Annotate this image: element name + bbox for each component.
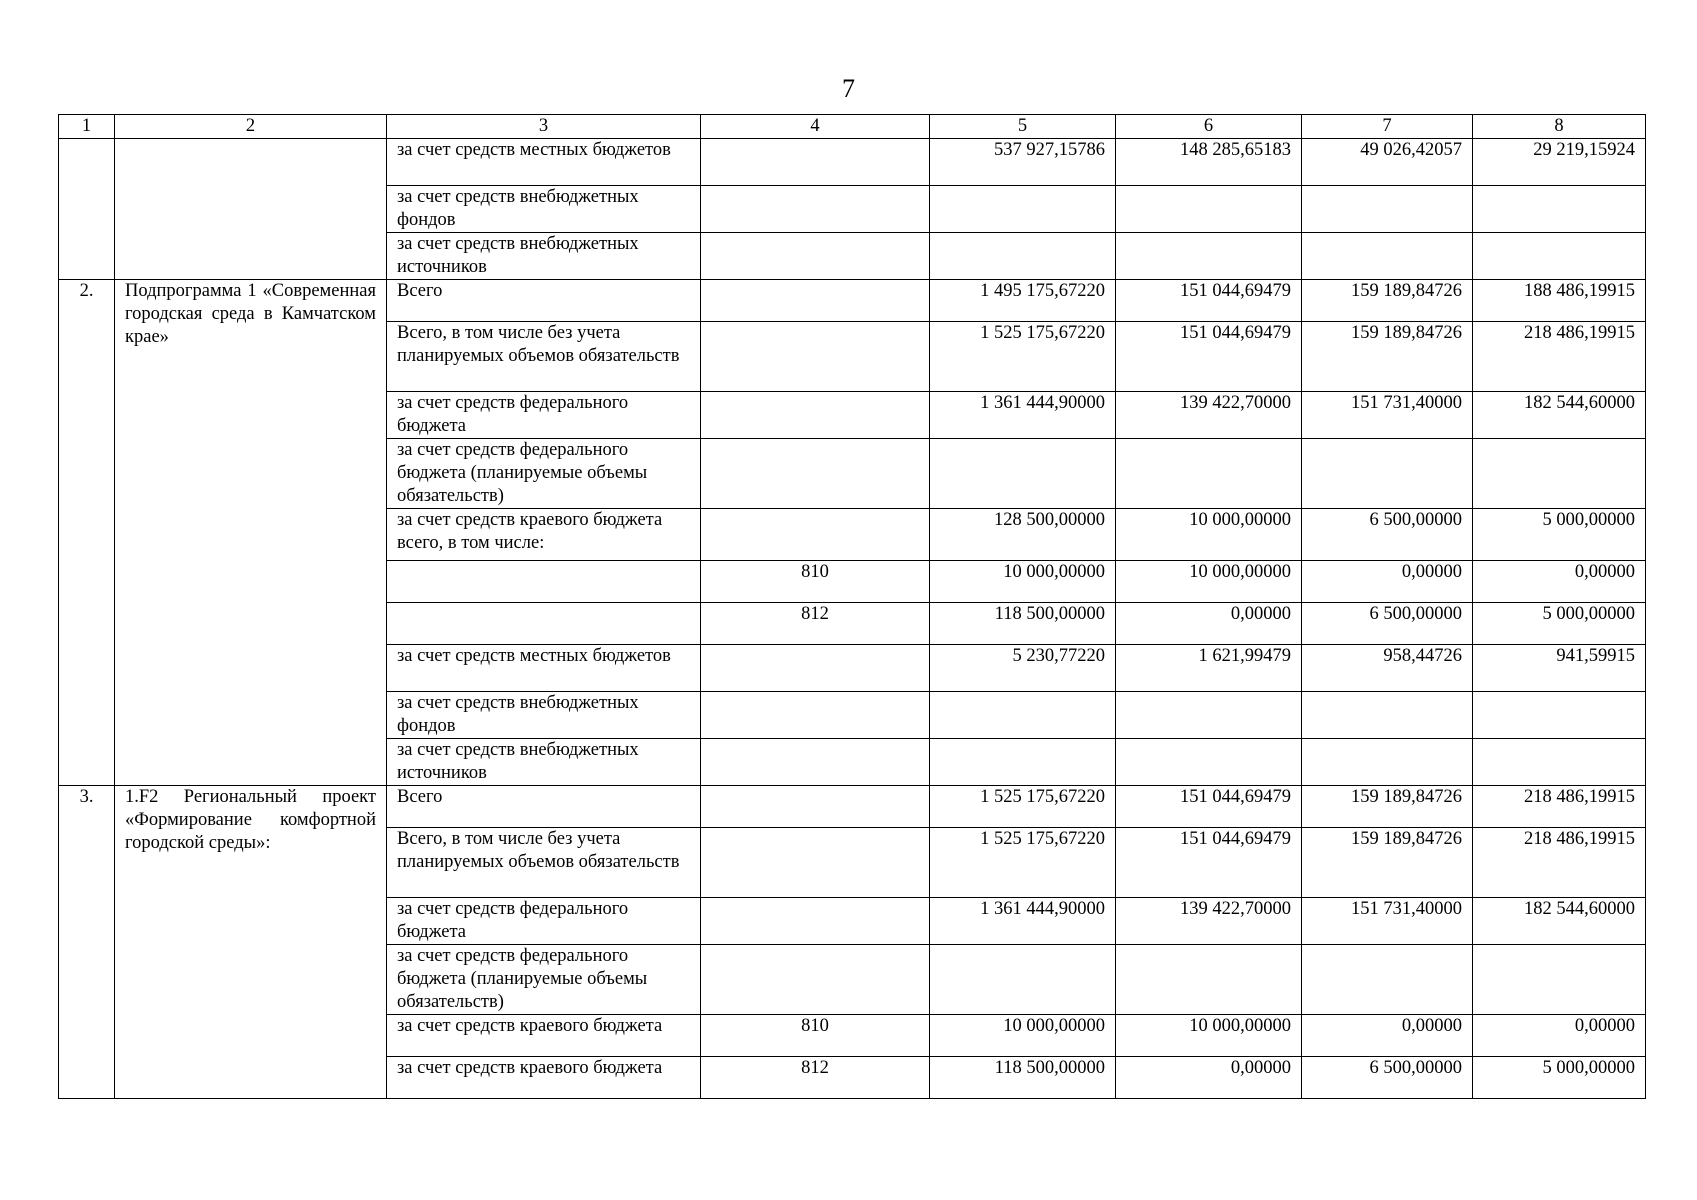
amount-cell [1116,233,1302,280]
amount-cell: 151 044,69479 [1116,828,1302,898]
amount-cell: 182 544,60000 [1473,392,1646,439]
row-number-cell: 2. [59,280,115,786]
amount-cell: 10 000,00000 [930,561,1116,603]
amount-cell: 182 544,60000 [1473,898,1646,945]
amount-cell: 6 500,00000 [1302,509,1473,561]
column-header: 6 [1116,115,1302,139]
code-cell [701,786,930,828]
amount-cell: 0,00000 [1473,561,1646,603]
amount-cell: 10 000,00000 [1116,561,1302,603]
amount-cell [1302,439,1473,509]
amount-cell: 151 731,40000 [1302,898,1473,945]
amount-cell: 139 422,70000 [1116,392,1302,439]
amount-cell [930,186,1116,233]
column-header: 8 [1473,115,1646,139]
amount-cell: 151 044,69479 [1116,322,1302,392]
amount-cell: 128 500,00000 [930,509,1116,561]
code-cell [701,692,930,739]
amount-cell: 1 361 444,90000 [930,898,1116,945]
column-header: 5 [930,115,1116,139]
code-cell [701,186,930,233]
source-cell: Всего [387,280,701,322]
code-cell [701,233,930,280]
amount-cell: 5 230,77220 [930,645,1116,692]
amount-cell: 1 621,99479 [1116,645,1302,692]
source-cell: за счет средств местных бюджетов [387,139,701,186]
column-header: 1 [59,115,115,139]
source-cell: Всего, в том числе без учета планируемых объемов обязательств [387,828,701,898]
amount-cell: 159 189,84726 [1302,828,1473,898]
amount-cell [1473,233,1646,280]
code-cell: 810 [701,561,930,603]
table-row [59,280,1646,322]
code-cell [701,645,930,692]
code-cell [701,439,930,509]
row-number-cell: 3. [59,786,115,1099]
amount-cell: 139 422,70000 [1116,898,1302,945]
amount-cell [1473,439,1646,509]
source-cell [387,603,701,645]
code-cell [701,898,930,945]
code-cell [701,509,930,561]
amount-cell: 151 044,69479 [1116,786,1302,828]
amount-cell: 1 525 175,67220 [930,322,1116,392]
program-cell [115,139,387,280]
amount-cell: 958,44726 [1302,645,1473,692]
program-cell: 1.F2 Региональный проект «Формирование комфортной городской среды»: [115,786,387,1099]
amount-cell [930,233,1116,280]
amount-cell: 10 000,00000 [1116,509,1302,561]
amount-cell: 0,00000 [1116,1057,1302,1099]
amount-cell: 218 486,19915 [1473,786,1646,828]
amount-cell: 218 486,19915 [1473,828,1646,898]
amount-cell [1302,233,1473,280]
amount-cell: 10 000,00000 [930,1015,1116,1057]
code-cell [701,739,930,786]
amount-cell [1116,186,1302,233]
code-cell: 810 [701,1015,930,1057]
code-cell [701,280,930,322]
amount-cell: 537 927,15786 [930,139,1116,186]
amount-cell [1473,692,1646,739]
amount-cell: 118 500,00000 [930,1057,1116,1099]
amount-cell: 159 189,84726 [1302,322,1473,392]
source-cell: за счет средств внебюджетных фондов [387,186,701,233]
amount-cell: 188 486,19915 [1473,280,1646,322]
amount-cell: 1 525 175,67220 [930,828,1116,898]
amount-cell: 151 731,40000 [1302,392,1473,439]
amount-cell [930,692,1116,739]
amount-cell [930,945,1116,1015]
amount-cell [1302,945,1473,1015]
amount-cell: 118 500,00000 [930,603,1116,645]
amount-cell: 218 486,19915 [1473,322,1646,392]
amount-cell: 10 000,00000 [1116,1015,1302,1057]
table-row [59,139,1646,186]
amount-cell: 5 000,00000 [1473,1057,1646,1099]
amount-cell: 159 189,84726 [1302,786,1473,828]
source-cell: за счет средств краевого бюджета всего, в том числе: [387,509,701,561]
code-cell [701,828,930,898]
code-cell [701,139,930,186]
amount-cell: 0,00000 [1473,1015,1646,1057]
source-cell: за счет средств внебюджетных источников [387,739,701,786]
amount-cell: 159 189,84726 [1302,280,1473,322]
amount-cell: 6 500,00000 [1302,603,1473,645]
amount-cell: 49 026,42057 [1302,139,1473,186]
amount-cell: 941,59915 [1473,645,1646,692]
column-header: 7 [1302,115,1473,139]
amount-cell: 5 000,00000 [1473,509,1646,561]
source-cell: за счет средств краевого бюджета [387,1015,701,1057]
column-number-row [59,115,1646,139]
amount-cell [1116,439,1302,509]
row-number-cell [59,139,115,280]
column-header: 3 [387,115,701,139]
amount-cell [1302,739,1473,786]
amount-cell [930,739,1116,786]
source-cell: за счет средств федерального бюджета (планируемые объемы обязательств) [387,945,701,1015]
budget-table [58,114,1646,1099]
source-cell: Всего [387,786,701,828]
amount-cell [1473,739,1646,786]
program-cell: Подпрограмма 1 «Современная городская среда в Камчатском крае» [115,280,387,786]
source-cell: Всего, в том числе без учета планируемых объемов обязательств [387,322,701,392]
amount-cell: 0,00000 [1302,561,1473,603]
amount-cell: 148 285,65183 [1116,139,1302,186]
amount-cell [1473,945,1646,1015]
amount-cell: 151 044,69479 [1116,280,1302,322]
source-cell: за счет средств местных бюджетов [387,645,701,692]
amount-cell: 1 495 175,67220 [930,280,1116,322]
amount-cell: 0,00000 [1302,1015,1473,1057]
code-cell [701,945,930,1015]
column-header: 4 [701,115,930,139]
amount-cell: 6 500,00000 [1302,1057,1473,1099]
code-cell [701,322,930,392]
source-cell: за счет средств федерального бюджета [387,392,701,439]
amount-cell [1116,739,1302,786]
amount-cell [1116,692,1302,739]
source-cell: за счет средств федерального бюджета (планируемые объемы обязательств) [387,439,701,509]
amount-cell: 0,00000 [1116,603,1302,645]
source-cell: за счет средств внебюджетных источников [387,233,701,280]
amount-cell [1302,186,1473,233]
code-cell: 812 [701,603,930,645]
source-cell: за счет средств краевого бюджета [387,1057,701,1099]
table-row [59,786,1646,828]
code-cell: 812 [701,1057,930,1099]
column-header: 2 [115,115,387,139]
page-number: 7 [842,74,855,103]
source-cell: за счет средств федерального бюджета [387,898,701,945]
code-cell [701,392,930,439]
amount-cell: 29 219,15924 [1473,139,1646,186]
source-cell [387,561,701,603]
amount-cell: 1 525 175,67220 [930,786,1116,828]
source-cell: за счет средств внебюджетных фондов [387,692,701,739]
amount-cell [1116,945,1302,1015]
amount-cell [1473,186,1646,233]
amount-cell [930,439,1116,509]
amount-cell: 5 000,00000 [1473,603,1646,645]
amount-cell: 1 361 444,90000 [930,392,1116,439]
amount-cell [1302,692,1473,739]
